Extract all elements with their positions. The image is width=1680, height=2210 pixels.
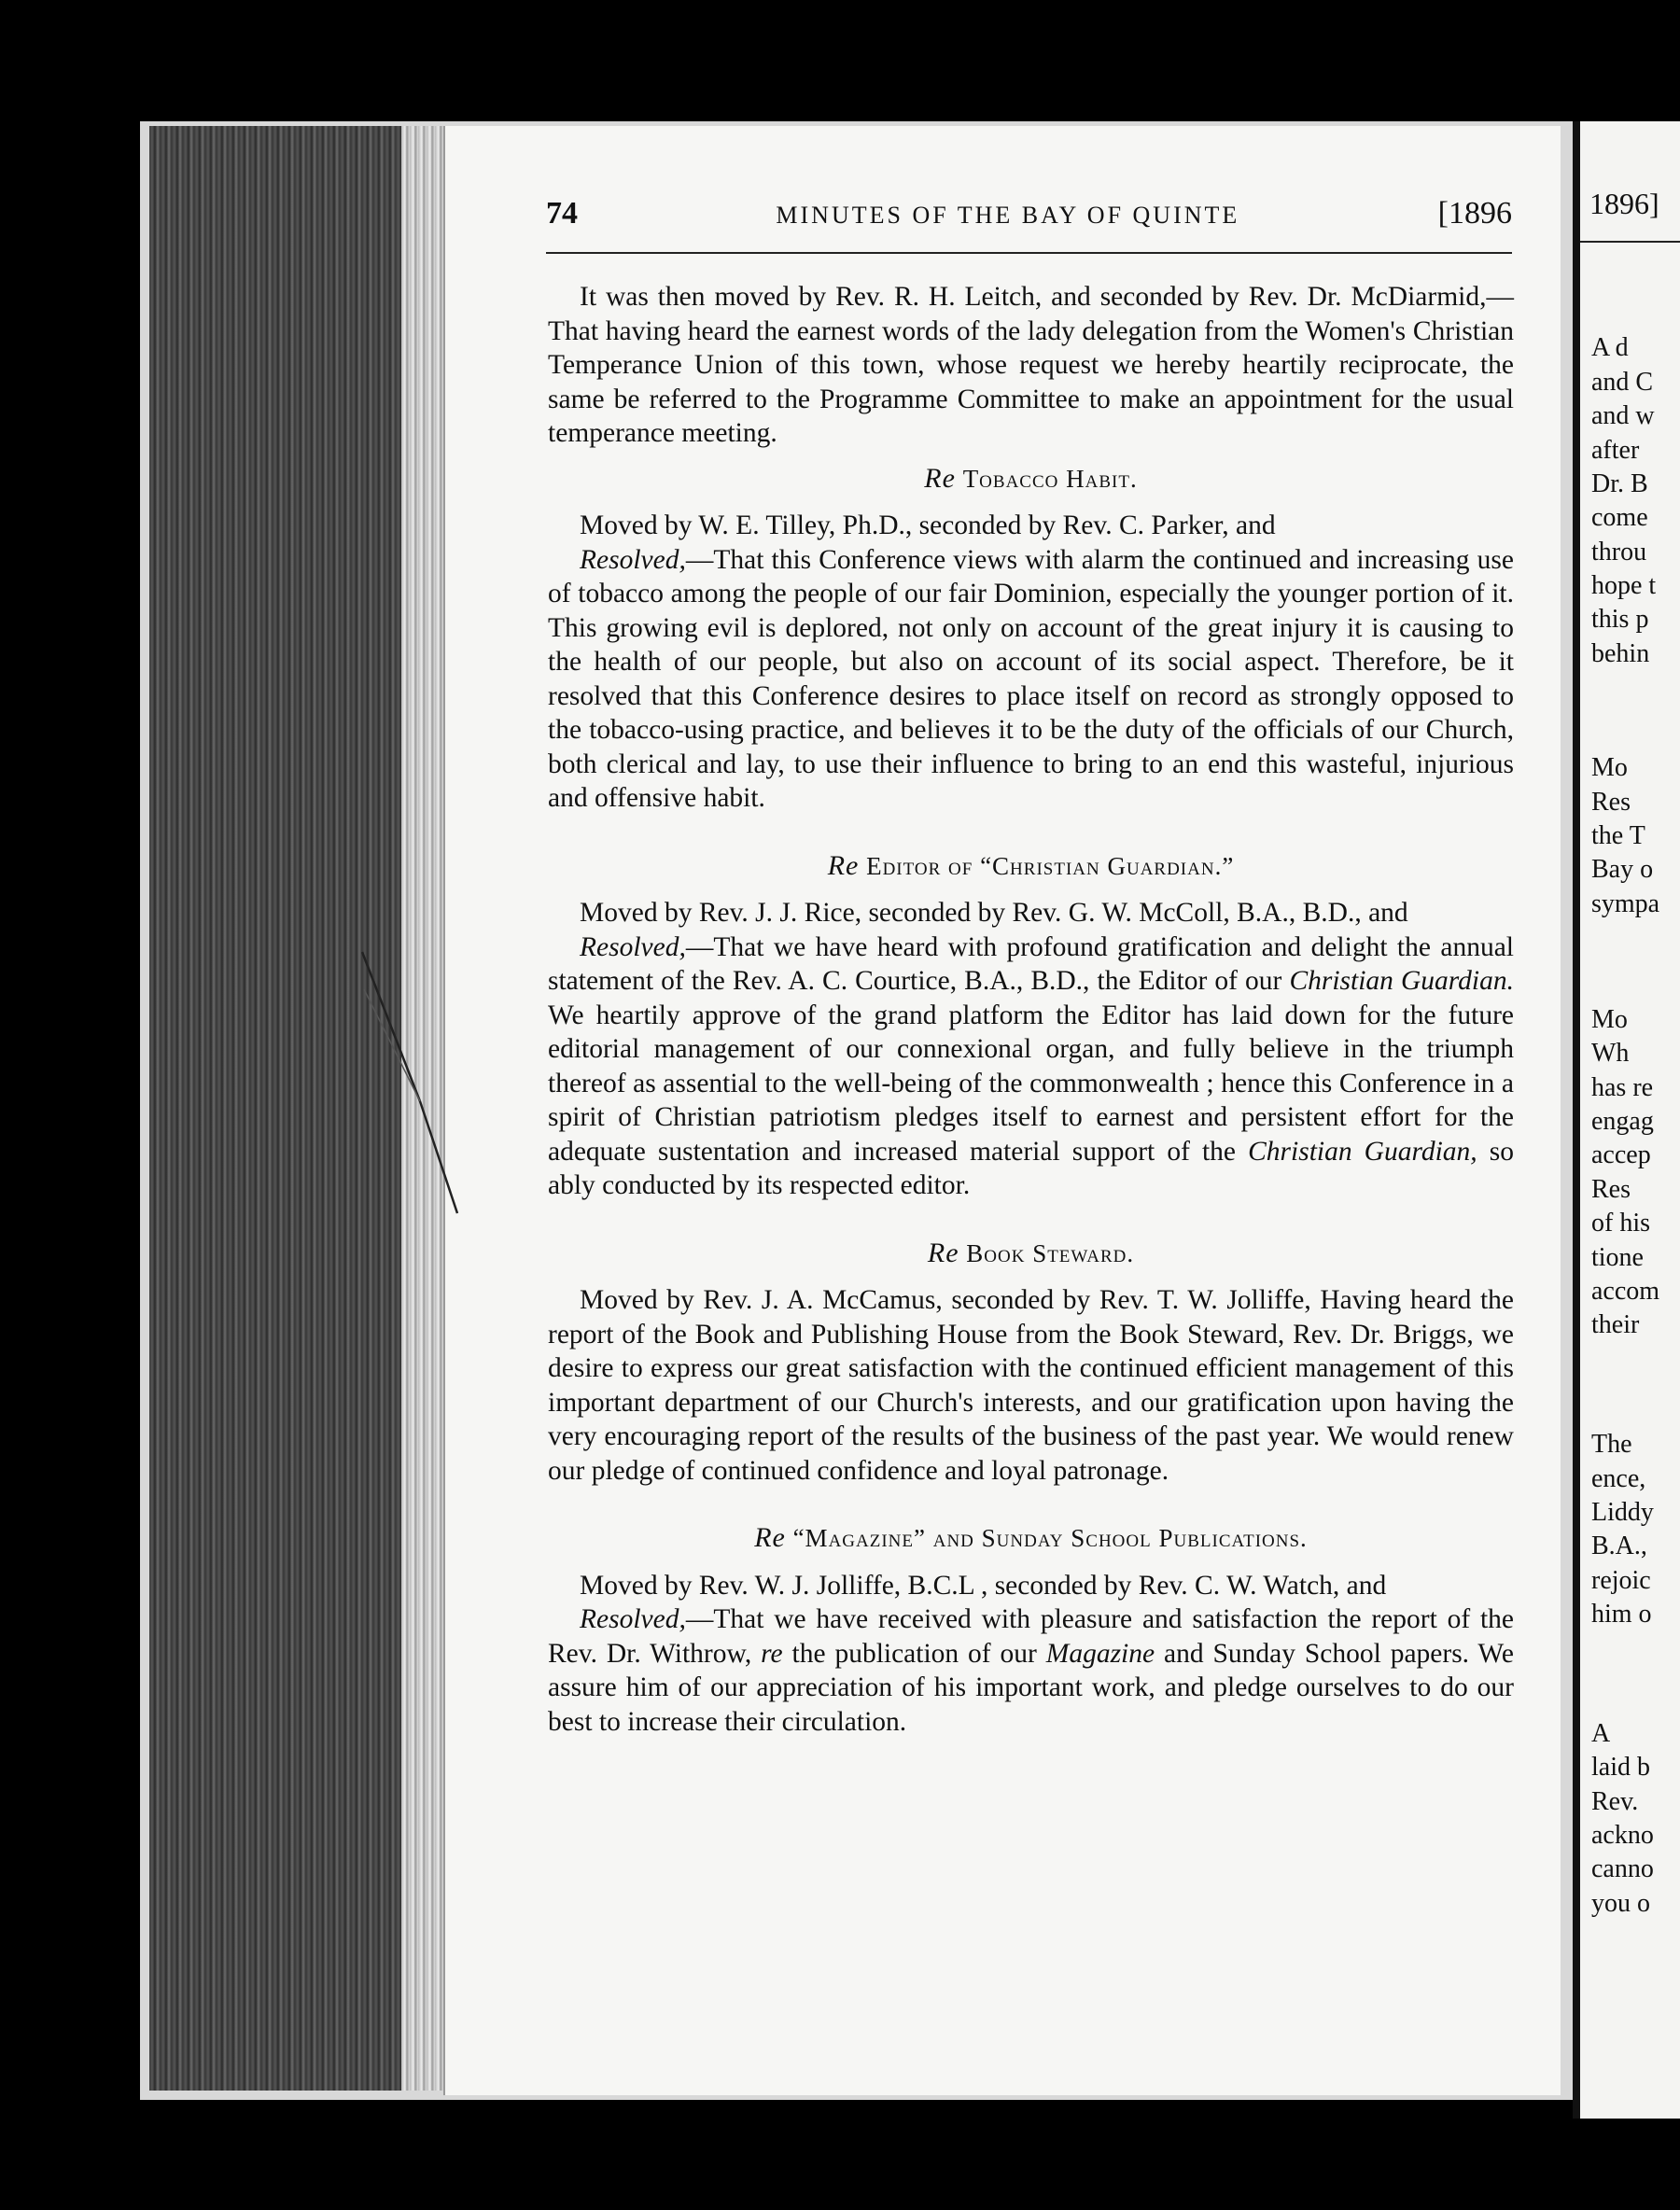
right-page-line: you o — [1591, 1889, 1650, 1918]
right-page-line: Mo — [1591, 1005, 1628, 1034]
right-page-line: hope t — [1591, 571, 1657, 600]
page-body — [548, 280, 1514, 1739]
right-page-line: and w — [1591, 401, 1655, 430]
right-page-line: Wh — [1591, 1039, 1630, 1068]
right-page-line: sympa — [1591, 889, 1660, 918]
heading-book-steward: Re Book Steward. — [927, 1237, 1135, 1268]
paragraph-book-steward-motion: Moved by Rev. J. A. McCamus, seconded by Rev. T. W. Jolliffe, Having heard the report of the Book and Publishing House from the Book Steward, Rev. Dr. Briggs, we desire to express our great satisfaction with the continued efficient management of this important department of our Church's interests, and our gratification upon having the very encouraging report of the results of the business of the past year. We would renew our pledge of continued confidence and loyal patronage. — [548, 1285, 1514, 1486]
left-page — [443, 126, 1561, 2095]
right-page-line: ackno — [1591, 1821, 1654, 1850]
paragraph-rice-motion: Moved by Rev. J. J. Rice, seconded by Rev. G. W. McColl, B.A., B.D., and — [580, 898, 1408, 928]
right-page-line: A — [1591, 1719, 1611, 1748]
right-page-line: behin — [1591, 639, 1650, 668]
header-year: [1896 — [1437, 196, 1512, 231]
right-page-line: and C — [1591, 368, 1654, 397]
heading-christian-guardian: Re Editor of “Christian Guardian.” — [827, 849, 1235, 881]
running-title: MINUTES OF THE BAY OF QUINTE — [776, 202, 1240, 229]
right-page-line: B.A., — [1591, 1532, 1647, 1560]
right-page-line: Liddy — [1591, 1498, 1654, 1527]
paragraph-guardian-resolution: Resolved,—That we have heard with profound gratification and delight the annual statement of the Rev. A. C. Courtice, B.A., B.D., the Editor of our Christian Guardian. We heartily approve of the grand platform the Editor has laid down for the future editorial management of our connexional organ, and fully believe in the triumph thereof as assential to the well-being of the commonwealth ; hence this Conference in a spirit of Christian patriotism pledges itself to earnest and persistent effort for the adequate sustentation and increased material support of the Christian Guardian, so ably conducted by its respected editor. — [548, 931, 1514, 1200]
right-page-line: engag — [1591, 1107, 1654, 1136]
paragraph-tobacco-resolution: Resolved,—That this Conference views with alarm the continued and increasing use of tobacco among the people of our fair Dominion, especially the younger portion of it. This growing evil is deplored, not only on account of the great injury it is causing to the health of our people, but also on account of its social aspect. Therefore, be it resolved that this Conference desires to place itself on record as strongly opposed to the tobacco-using practice, and believes it to be the duty of the officials of our Church, both clerical and lay, to use their influence to bring to an end this wasteful, injurious and offensive habit. — [548, 544, 1514, 813]
right-page-line: Rev. — [1591, 1787, 1639, 1816]
right-page-line: Res — [1591, 1175, 1631, 1204]
right-page-rule — [1580, 241, 1680, 243]
header-rule — [546, 252, 1512, 254]
right-page-line: A d — [1591, 333, 1629, 362]
paragraph-jolliffe-motion: Moved by Rev. W. J. Jolliffe, B.C.L , seconded by Rev. C. W. Watch, and — [580, 1570, 1387, 1601]
right-page-fragment — [1573, 121, 1680, 2119]
right-page-header: 1896] — [1589, 187, 1659, 220]
right-page-line: canno — [1591, 1854, 1654, 1883]
page-header — [546, 196, 1512, 243]
page-number: 74 — [546, 196, 578, 231]
right-page-line: Res — [1591, 788, 1631, 817]
paragraph-tilley-motion: Moved by W. E. Tilley, Ph.D., seconded by Rev. C. Parker, and — [580, 511, 1276, 540]
right-page-line: of his — [1591, 1209, 1650, 1238]
right-page-line: accep — [1591, 1140, 1651, 1169]
right-page-line: Mo — [1591, 753, 1628, 782]
right-page-line: has re — [1591, 1073, 1654, 1102]
right-page-line: throu — [1591, 538, 1647, 566]
right-page-line: laid b — [1591, 1753, 1650, 1782]
heading-magazine-publications: Re “Magazine” and Sunday School Publications. — [754, 1522, 1308, 1553]
right-page-line: Bay o — [1591, 855, 1654, 884]
pencil-mark — [355, 933, 467, 1232]
right-page-line: The — [1591, 1430, 1632, 1459]
paragraph-leitch-motion: It was then moved by Rev. R. H. Leitch, and seconded by Rev. Dr. McDiarmid,—That having heard the earnest words of the lady delegation from the Women's Christian Temperance Union of this town, whose request we hereby heartily reciprocate, the same be referred to the Programme Committee to make an appointment for the usual temperance meeting. — [548, 282, 1514, 448]
right-page-line: Dr. B — [1591, 469, 1648, 498]
right-page-line: come — [1591, 503, 1648, 532]
right-page-line: this p — [1591, 605, 1649, 634]
right-page-line: their — [1591, 1310, 1640, 1339]
right-page-line: accom — [1591, 1277, 1660, 1306]
heading-tobacco-habit: Re Tobacco Habit. — [924, 462, 1138, 494]
right-page-line: rejoic — [1591, 1566, 1651, 1595]
right-page-line: ence, — [1591, 1464, 1646, 1493]
right-page-line: tione — [1591, 1243, 1644, 1272]
right-page-line: after — [1591, 436, 1640, 465]
right-page-line: the T — [1591, 821, 1645, 850]
paragraph-magazine-resolution: Resolved,—That we have received with pleasure and satisfaction the report of the Rev. Dr. Withrow, re the publication of our Magazine and Sunday School papers. We assure him of our appreciation of his important work, and pledge ourselves to do our best to increase their circulation. — [548, 1604, 1514, 1737]
right-page-line: him o — [1591, 1600, 1652, 1629]
